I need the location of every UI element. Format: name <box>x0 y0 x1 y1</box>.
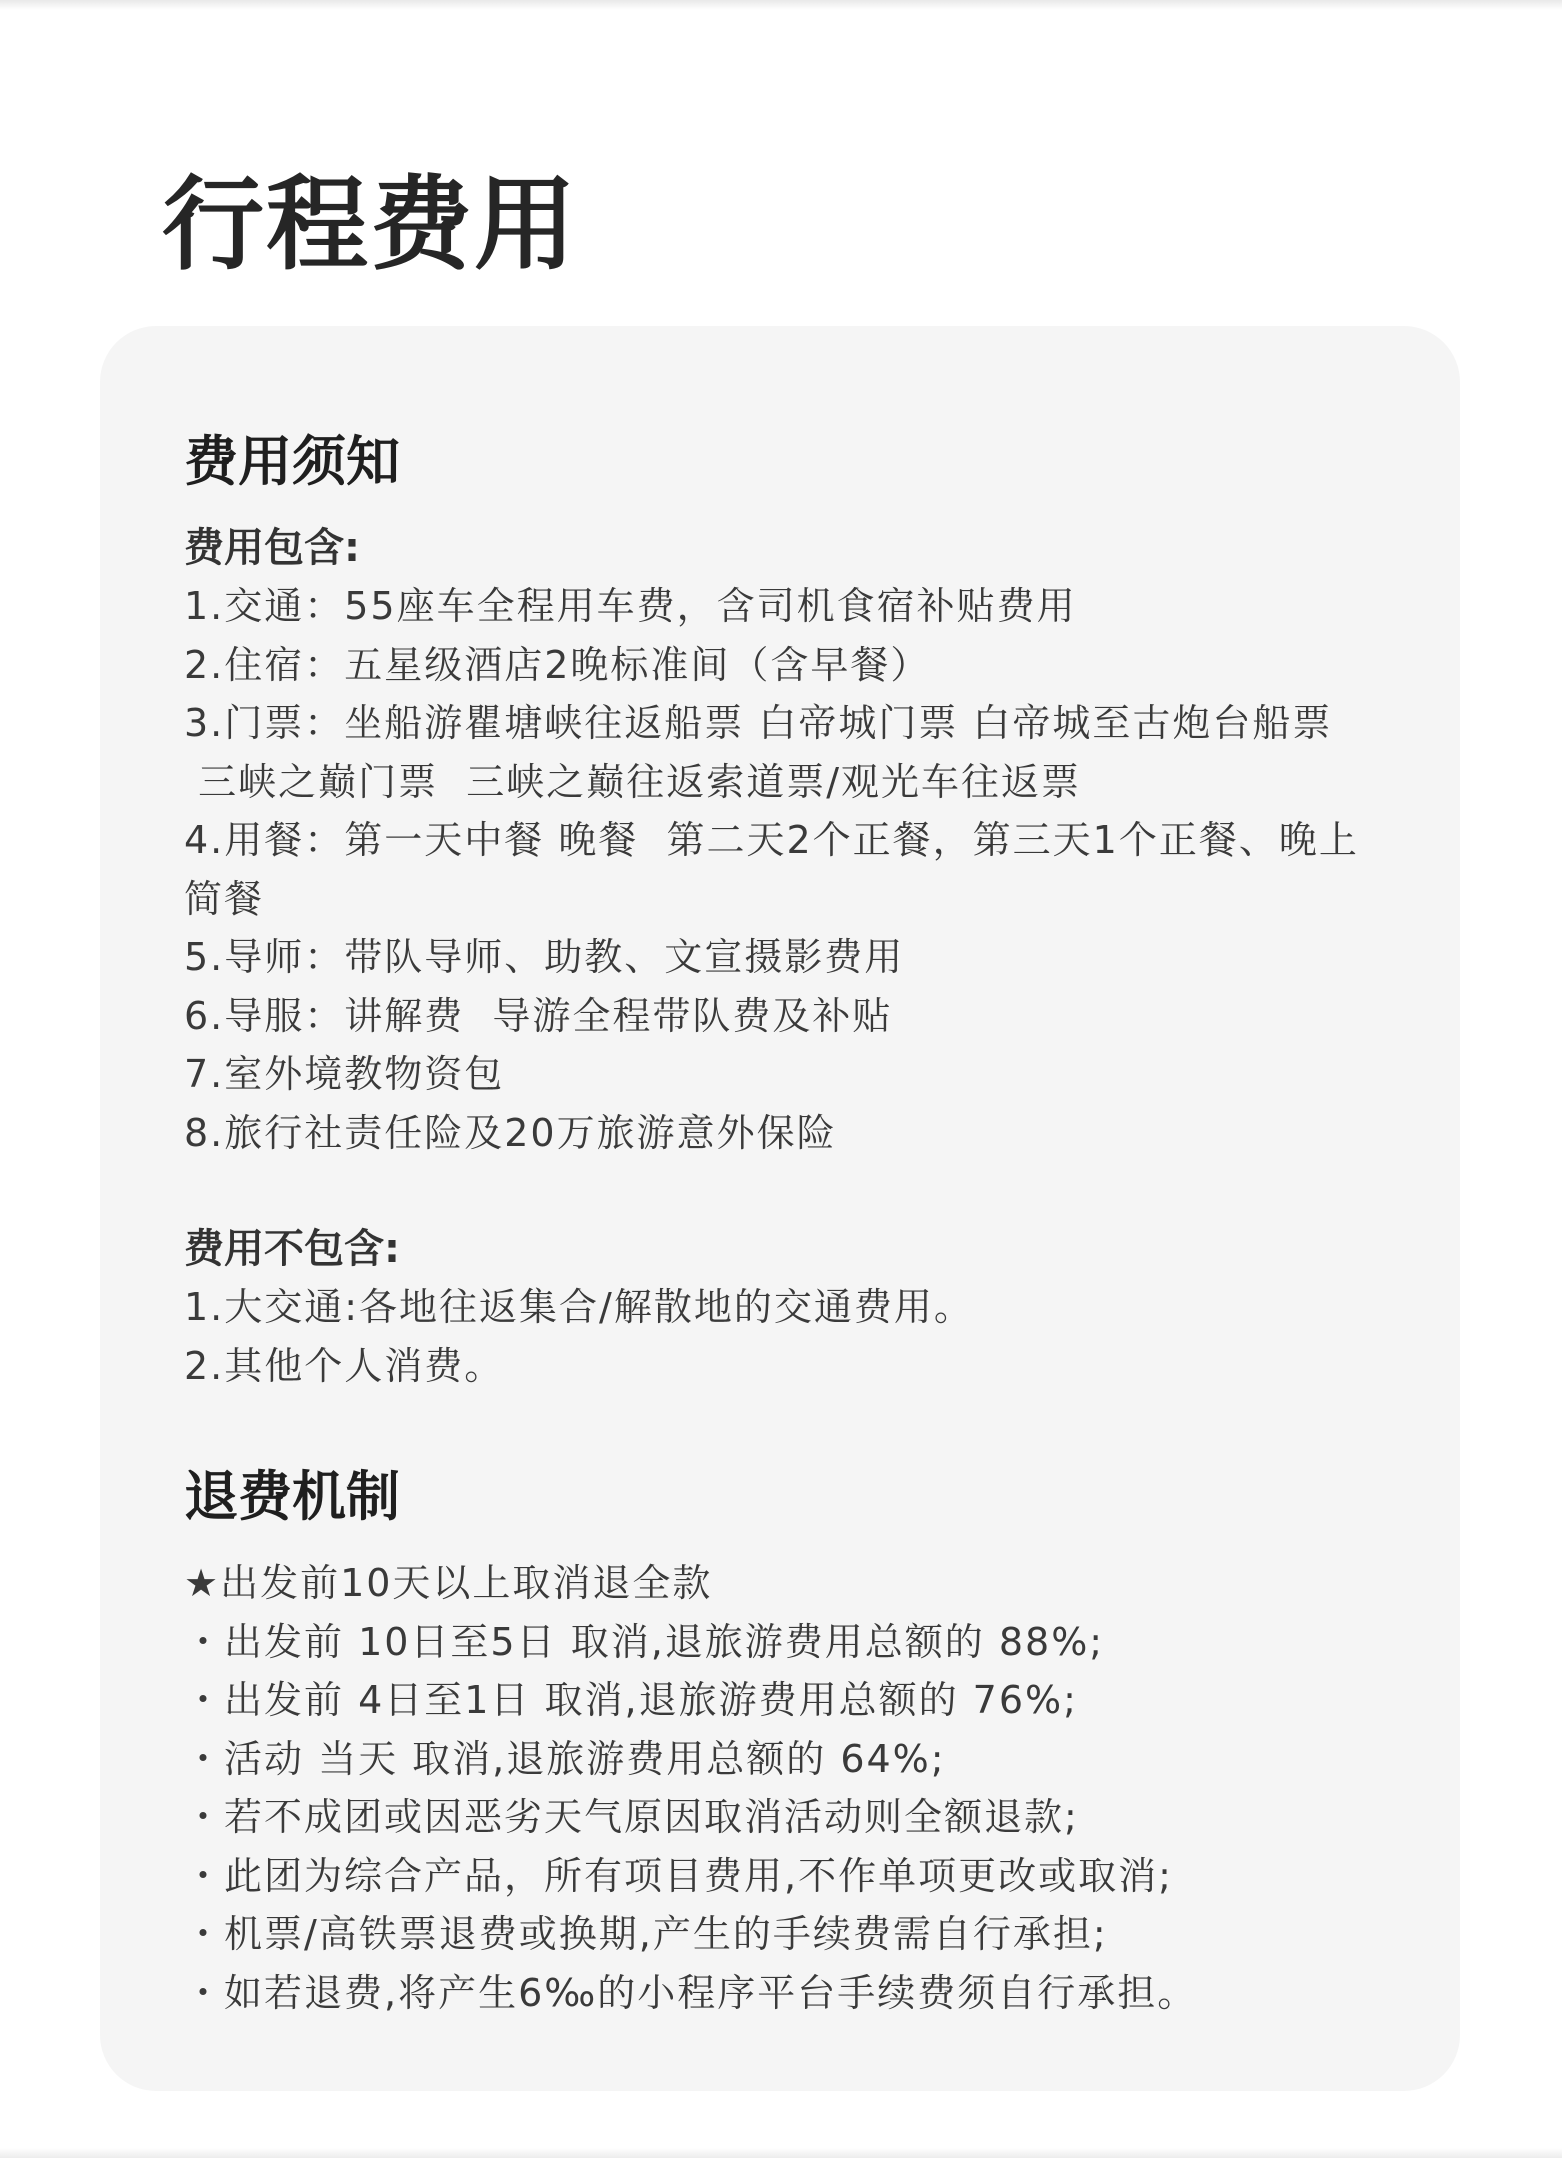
included-item: 2.住宿：五星级酒店2晚标准间（含早餐） <box>184 642 931 687</box>
included-item: 简餐 <box>184 876 265 921</box>
refund-rule: ・出发前 10日至5日 取消,退旅游费用总额的 88%; <box>184 1619 1105 1664</box>
refund-rule: ・出发前 4日至1日 取消,退旅游费用总额的 76%; <box>184 1678 1078 1723</box>
included-item: 三峡之巅门票 三峡之巅往返索道票/观光车往返票 <box>184 759 1082 804</box>
refund-rule: ・此团为综合产品，所有项目费用,不作单项更改或取消; <box>184 1853 1173 1898</box>
top-divider-strip <box>0 0 1562 10</box>
fee-notice-title: 费用须知 <box>184 430 400 493</box>
included-heading: 费用包含: <box>184 525 360 572</box>
refund-rule: ・机票/高铁票退费或换期,产生的手续费需自行承担; <box>184 1912 1108 1957</box>
refund-rule: ・若不成团或因恶劣天气原因取消活动则全额退款; <box>184 1795 1079 1840</box>
refund-rule: ・如若退费,将产生6‰的小程序平台手续费须自行承担。 <box>184 1970 1198 2015</box>
refund-policy-section <box>184 1466 1434 2022</box>
included-item: 3.门票：坐船游瞿塘峡往返船票 白帝城门票 白帝城至古炮台船票 <box>184 701 1333 746</box>
included-item: 8.旅行社责任险及20万旅游意外保险 <box>184 1110 837 1155</box>
fee-notice-section <box>184 431 1434 1395</box>
refund-policy-title: 退费机制 <box>184 1465 400 1528</box>
refund-rule: ★出发前10天以上取消退全款 <box>184 1561 713 1606</box>
included-item: 7.室外境教物资包 <box>184 1052 505 1097</box>
excluded-item: 2.其他个人消费。 <box>184 1343 505 1388</box>
bottom-divider-strip <box>0 2148 1562 2158</box>
included-item: 1.交通：55座车全程用车费，含司机食宿补贴费用 <box>184 584 1077 629</box>
page-title: 行程费用 <box>162 166 578 285</box>
included-item: 6.导服：讲解费 导游全程带队费及补贴 <box>184 993 893 1038</box>
included-item: 5.导师：带队导师、助教、文宣摄影费用 <box>184 935 905 980</box>
fee-info-card <box>100 326 1460 2091</box>
included-item: 4.用餐：第一天中餐 晚餐 第二天2个正餐，第三天1个正餐、晚上 <box>184 818 1359 863</box>
refund-rule: ・活动 当天 取消,退旅游费用总额的 64%; <box>184 1736 946 1781</box>
excluded-item: 1.大交通:各地往返集合/解散地的交通费用。 <box>184 1285 974 1330</box>
excluded-heading: 费用不包含: <box>184 1226 400 1273</box>
section-spacer <box>184 1162 1434 1220</box>
